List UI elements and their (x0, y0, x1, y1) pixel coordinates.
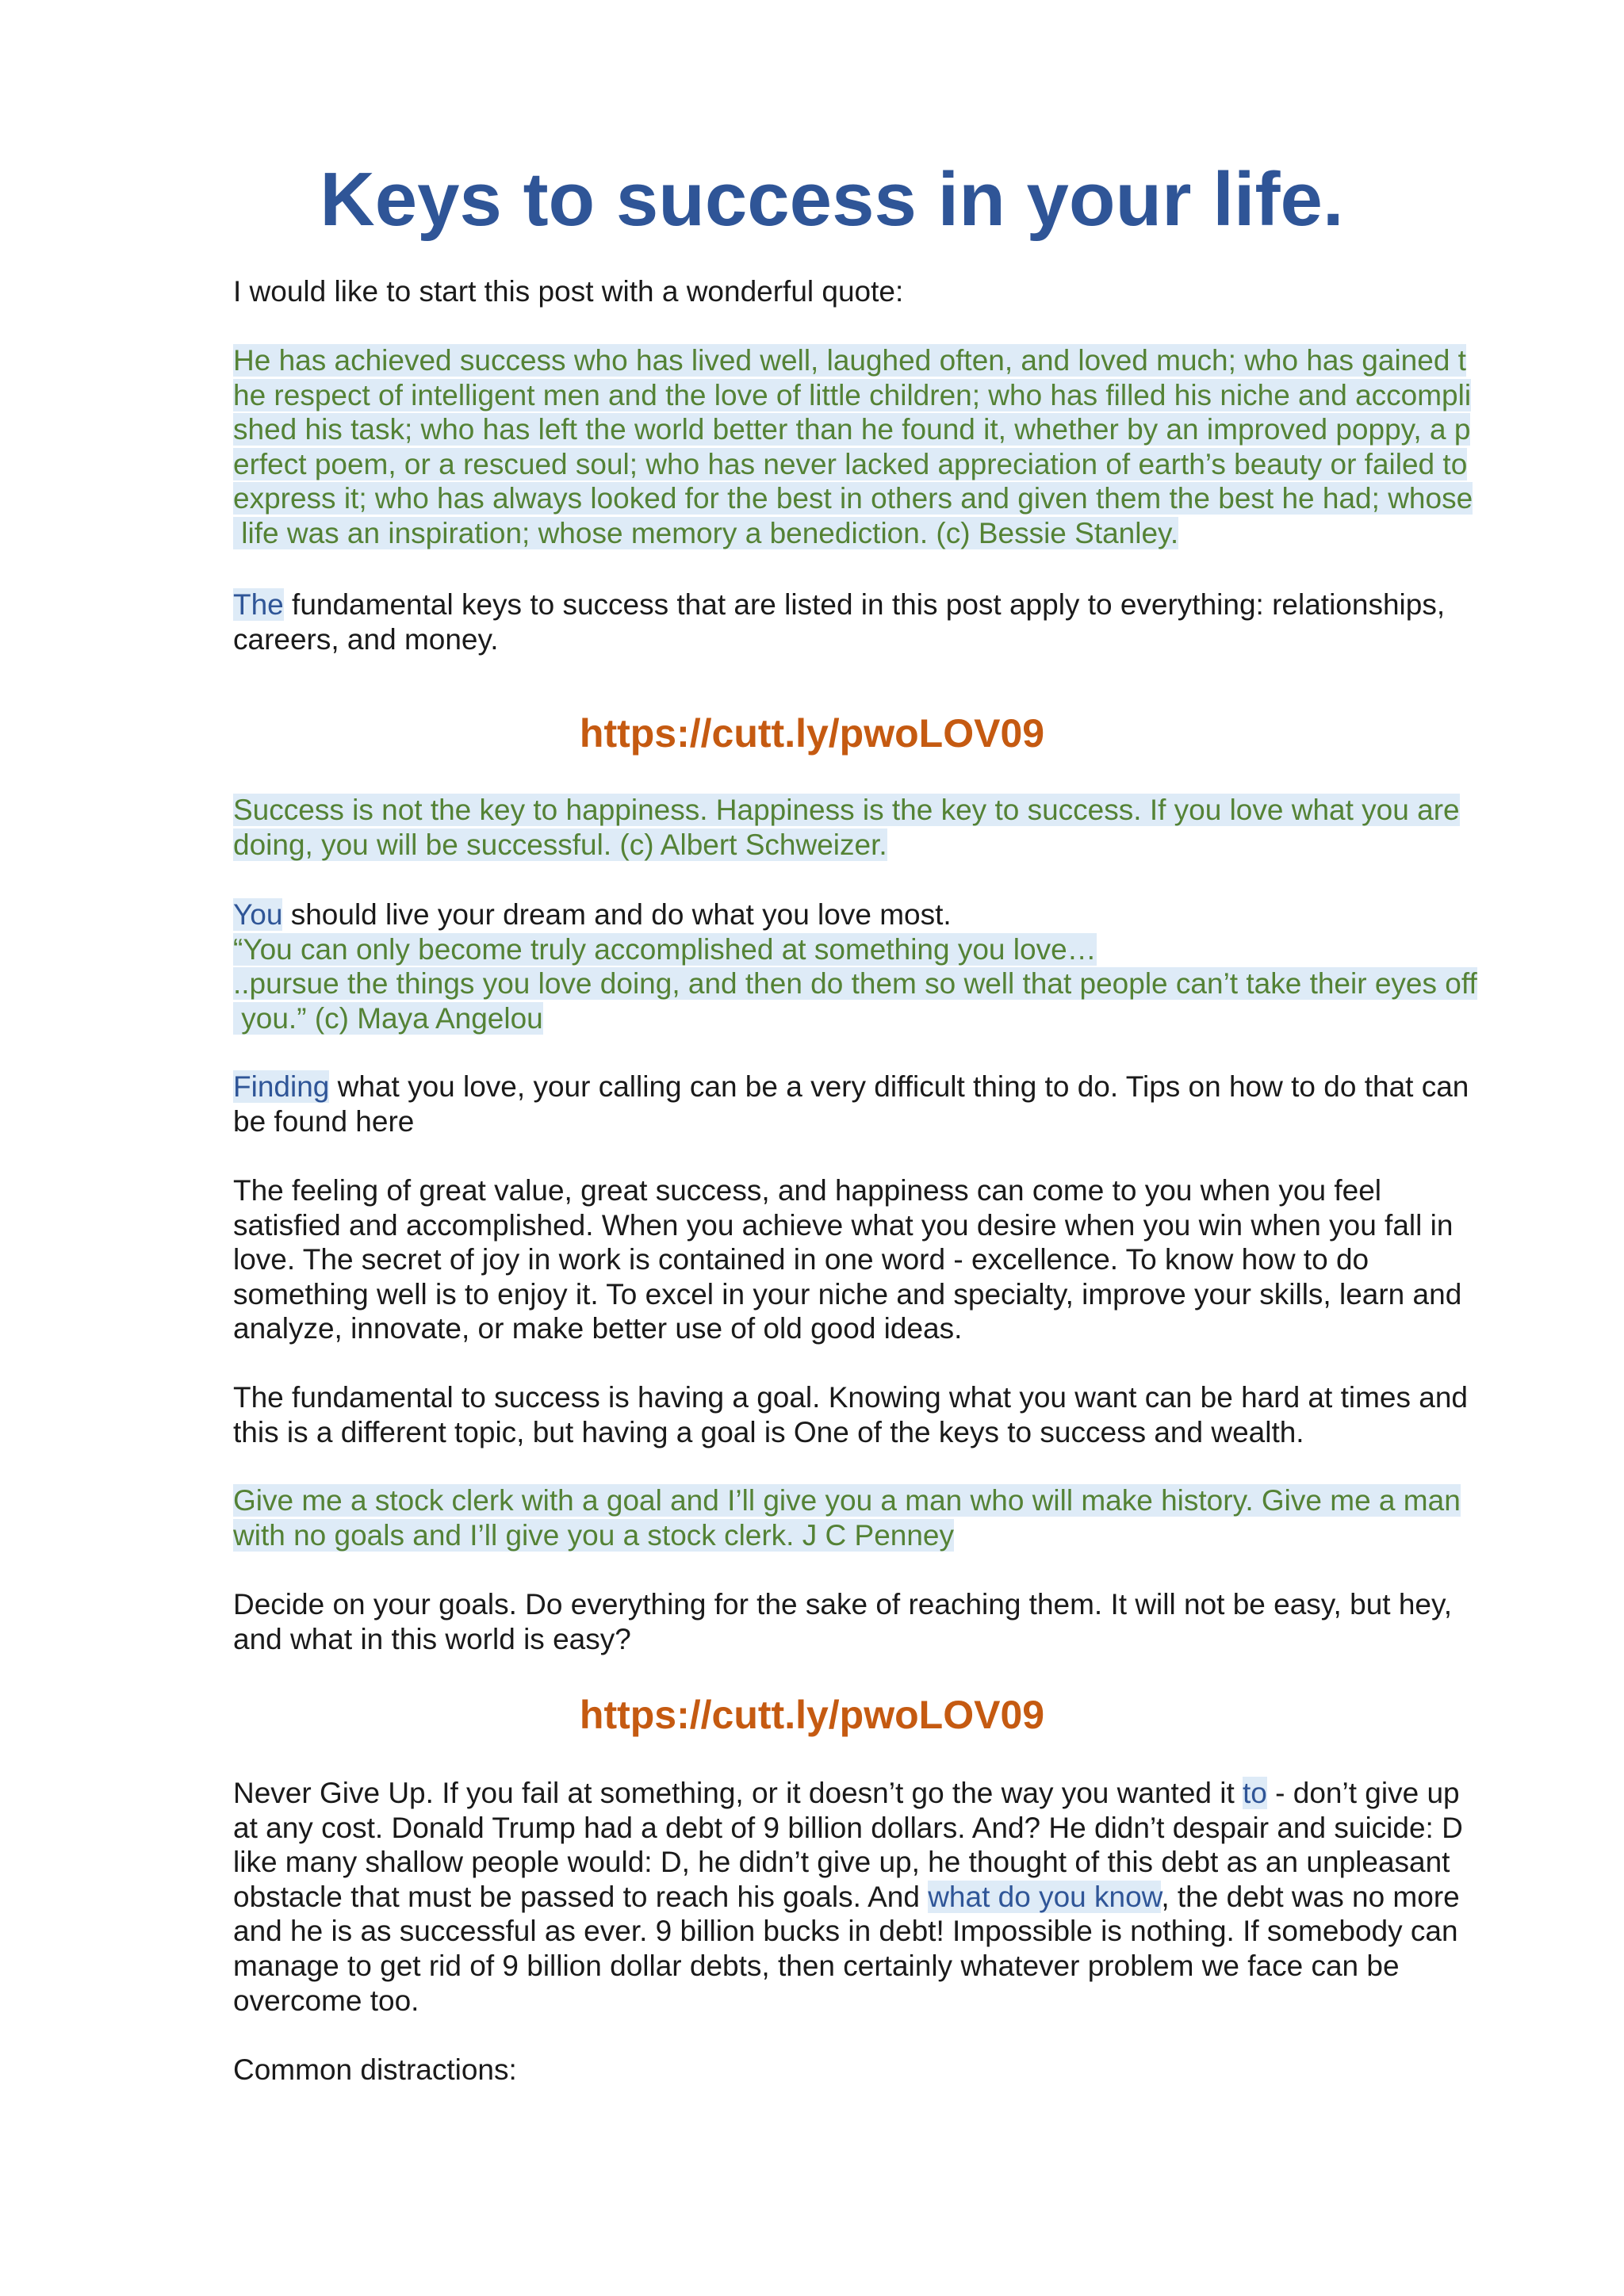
paragraph-line: The fundamental to success is having a goal. Knowing what you want can be hard at times and (233, 1381, 1468, 1414)
quote-line: doing, you will be successful. (c) Albert Schweizer. (233, 828, 887, 861)
intro-paragraph: I would like to start this post with a wonderful quote: (233, 275, 904, 308)
keys-paragraph (233, 587, 1518, 656)
quote-line: Give me a stock clerk with a goal and I’ll give you a man who will make history. Give me a man (233, 1484, 1461, 1517)
goal-paragraph (233, 1380, 1518, 1449)
paragraph-text: - don’t give up (1266, 1777, 1460, 1809)
paragraph-text: what you love, your calling can be a very difficult thing to do. Tips on how to do that can (329, 1070, 1469, 1103)
highlighted-phrase: what do you know (928, 1880, 1162, 1913)
quote-line: He has achieved success who has lived well, laughed often, and loved much; who has gained t (233, 344, 1466, 377)
paragraph-line: analyze, innovate, or make better use of old good ideas. (233, 1312, 963, 1345)
paragraph-line: satisfied and accomplished. When you achieve what you desire when you win when you fall in (233, 1208, 1454, 1242)
paragraph-text: obstacle that must be passed to reach his goals. And (233, 1880, 929, 1913)
paragraph-line: and he is as successful as ever. 9 billion bucks in debt! Impossible is nothing. If somebody can (233, 1915, 1458, 1948)
feeling-paragraph (233, 1173, 1518, 1346)
quote-line: you.” (c) Maya Angelou (233, 1001, 543, 1035)
finding-paragraph (233, 1070, 1518, 1138)
paragraph-text: be found here (233, 1104, 415, 1138)
common-distractions-heading: Common distractions: (233, 2053, 517, 2086)
paragraph-line: at any cost. Donald Trump had a debt of 9 billion dollars. And? He didn’t despair and suicide: D (233, 1811, 1463, 1844)
highlighted-word: The (233, 588, 284, 621)
highlighted-word: You (233, 898, 283, 931)
quote-line: shed his task; who has left the world better than he found it, whether by an improved poppy, a p (233, 413, 1471, 446)
paragraph-line: something well is to enjoy it. To excel in your niche and specialty, improve your skills, learn and (233, 1277, 1462, 1311)
paragraph-line: Decide on your goals. Do everything for the sake of reaching them. It will not be easy, but hey, (233, 1588, 1453, 1621)
quote-line: erfect poem, or a rescued soul; who has never lacked appreciation of earth’s beauty or failed to (233, 447, 1468, 480)
paragraph-line: this is a different topic, but having a goal is One of the keys to success and wealth. (233, 1415, 1304, 1448)
quote-albert-schweizer (233, 793, 1518, 862)
quote-jc-penney (233, 1483, 1518, 1552)
quote-line: with no goals and I’ll give you a stock clerk. J C Penney (233, 1518, 955, 1552)
paragraph-text: careers, and money. (233, 622, 499, 656)
dream-paragraph (233, 897, 1518, 1035)
highlighted-word: to (1243, 1777, 1267, 1809)
quote-line: Success is not the key to happiness. Happiness is the key to success. If you love what you are (233, 794, 1460, 826)
paragraph-line: manage to get rid of 9 billion dollar debts, then certainly whatever problem we face can be (233, 1949, 1400, 1982)
paragraph-line: overcome too. (233, 1984, 419, 2017)
paragraph-line: like many shallow people would: D, he didn’t give up, he thought of this debt as an unpleasant (233, 1846, 1450, 1879)
quote-line: “You can only become truly accomplished at something you love… (233, 932, 1097, 966)
paragraph-text: , the debt was no more (1161, 1880, 1460, 1913)
paragraph-line: love. The secret of joy in work is contained in one word - excellence. To know how to do (233, 1243, 1369, 1276)
page-title: Keys to success in your life. (320, 157, 1344, 242)
quote-line: life was an inspiration; whose memory a benediction. (c) Bessie Stanley. (233, 516, 1179, 549)
promo-link-1[interactable]: https://cutt.ly/pwoLOV09 (579, 711, 1045, 756)
highlighted-word: Finding (233, 1070, 330, 1103)
promo-link-2[interactable]: https://cutt.ly/pwoLOV09 (579, 1693, 1045, 1737)
decide-paragraph (233, 1587, 1518, 1656)
quote-line: he respect of intelligent men and the love of little children; who has filled his niche and accompli (233, 378, 1472, 411)
quote-line: ..pursue the things you love doing, and then do them so well that people can’t take their eyes off (233, 967, 1477, 1001)
quote-bessie-stanley (233, 343, 1518, 551)
never-give-up-paragraph (233, 1776, 1518, 2018)
paragraph-text: fundamental keys to success that are listed in this post apply to everything: relationships, (283, 588, 1446, 621)
quote-line: express it; who has always looked for the best in others and given them the best he had; whose (233, 482, 1473, 515)
paragraph-text: Never Give Up. If you fail at something, or it doesn’t go the way you wanted it (233, 1777, 1243, 1809)
paragraph-line: The feeling of great value, great success, and happiness can come to you when you feel (233, 1174, 1382, 1207)
paragraph-line: and what in this world is easy? (233, 1622, 631, 1655)
paragraph-text: should live your dream and do what you love most. (282, 898, 952, 931)
